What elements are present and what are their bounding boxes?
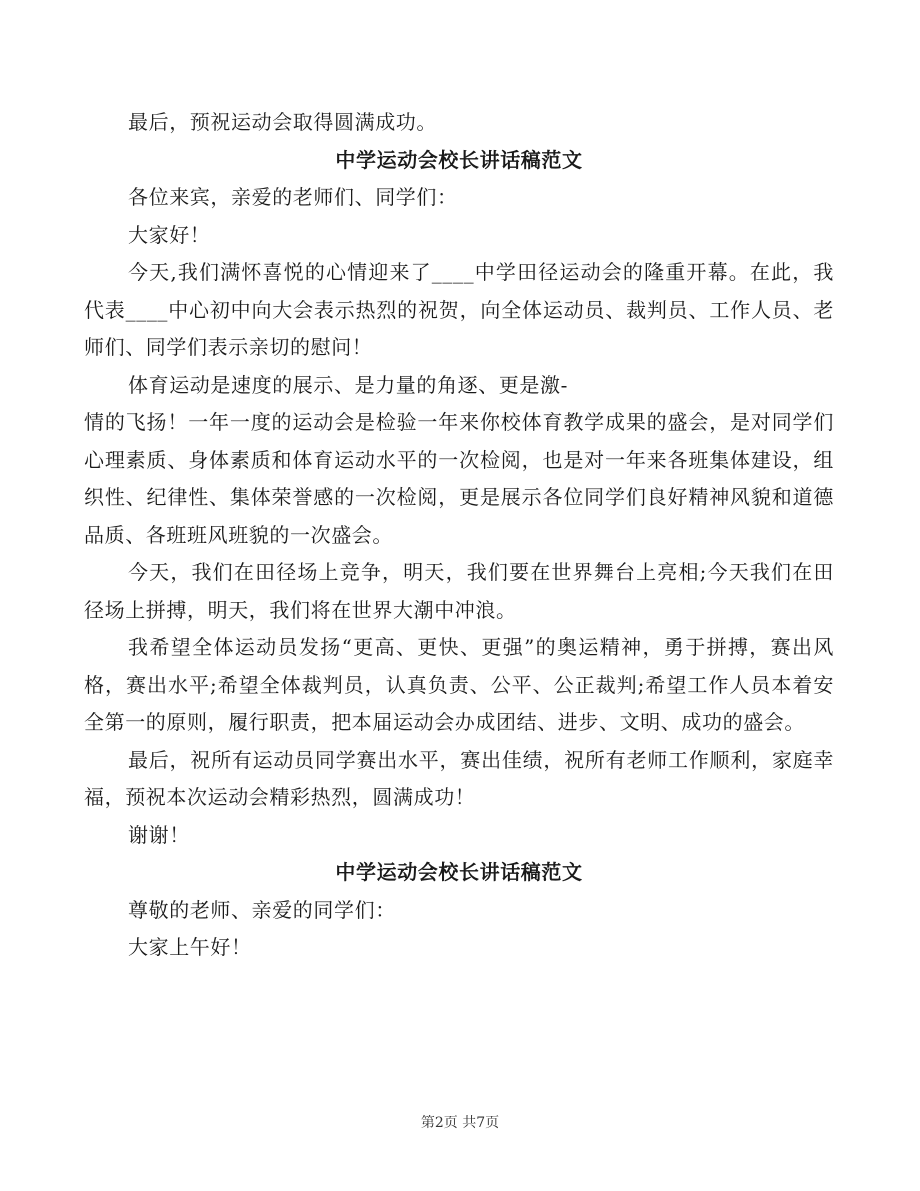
page-number: 第2页 共7页 [420,1115,500,1131]
paragraph-salutation-2: 尊敬的老师、亲爱的同学们： [128,897,396,922]
paragraph-sports-intro: 体育运动是速度的展示、是力量的角逐、更是激- [128,372,568,397]
paragraph-greeting-1: 大家好！ [128,222,211,247]
section-heading-1: 中学运动会校长讲话稿范文 [335,147,583,172]
document-body [84,104,834,967]
paragraph-final-wish: 最后，祝所有运动员同学赛出水平，赛出佳绩，祝所有老师工作顺利，家庭幸福，预祝本次运动会精彩热烈，圆满成功！ [84,747,834,809]
paragraph-closing-wish: 最后，预祝运动会取得圆满成功。 [128,110,437,134]
paragraph-greeting-2: 大家上午好！ [128,935,252,959]
paragraph-competition: 今天，我们在田径场上竞争，明天，我们要在世界舞台上亮相;今天我们在田径场上拼搏，明天，我们将在世界大潮中冲浪。 [84,560,834,622]
paragraph-sports-body: 情的飞扬！一年一度的运动会是检验一年来你校体育教学成果的盛会，是对同学们心理素质、身体素质和体育运动水平的一次检阅，也是对一年来各班集体建设，组织性、纪律性、集体荣誉感的一次检阅，更是展示各位同学们良好精神风貌和道德品质、各班班风班貌的一次盛会。 [84,410,834,547]
paragraph-salutation-1: 各位来宾，亲爱的老师们、同学们： [128,185,458,209]
paragraph-hopes: 我希望全体运动员发扬“更高、更快、更强”的奥运精神，勇于拼搏，赛出风格，赛出水平;希望全体裁判员，认真负责、公平、公正裁判;希望工作人员本着安全第一的原则，履行职责，把本届运动会办成团结、进步、文明、成功的盛会。 [84,635,834,734]
section-heading-2: 中学运动会校长讲话稿范文 [335,860,583,884]
paragraph-opening: 今天,我们满怀喜悦的心情迎来了____中学田径运动会的隆重开幕。在此，我代表____中心初中向大会表示热烈的祝贺，向全体运动员、裁判员、工作人员、老师们、同学们表示亲切的慰问！ [84,260,834,359]
paragraph-thanks: 谢谢！ [128,822,190,847]
